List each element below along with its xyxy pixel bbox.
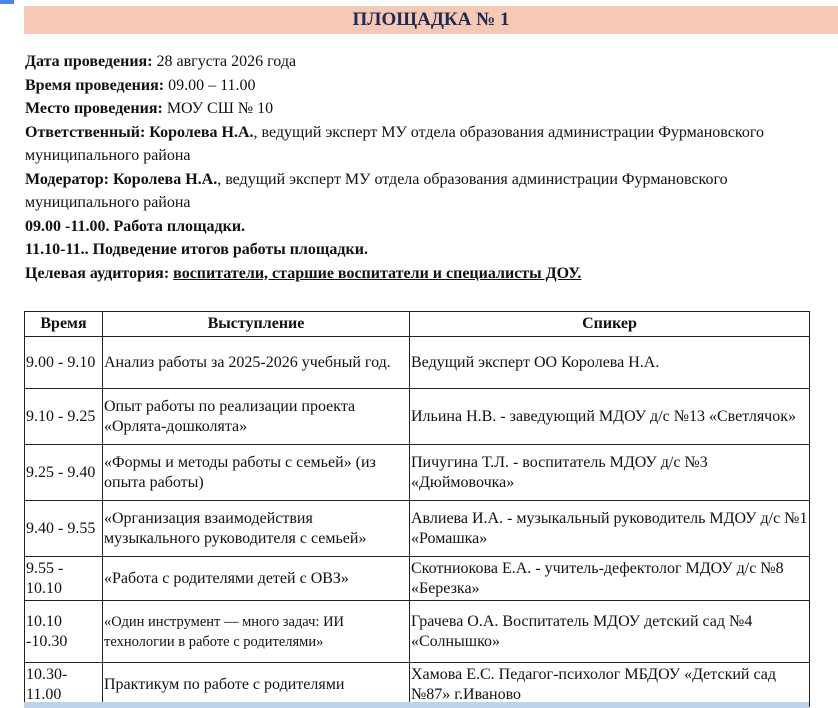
cell-speaker: Скотниокова Е.А. - учитель-дефектолог МДОУ д/с №8 «Березка» (410, 557, 810, 601)
header-speaker: Спикер (410, 312, 810, 337)
table-row (25, 557, 810, 601)
summary-line: 11.10-11.. Подведение итогов работы площадки. (25, 241, 368, 258)
schedule-table (24, 311, 810, 707)
time-label: Время проведения: (25, 76, 165, 94)
table-row (25, 389, 810, 445)
moderator-value: , ведущий эксперт МУ отдела образования администрации Фурмановского муниципального района (25, 170, 728, 211)
date-label: Дата проведения: (25, 53, 153, 70)
date-value: 28 августа 2026 года (152, 53, 297, 70)
next-row-strip (24, 702, 809, 708)
cell-time: 9.10 - 9.25 (25, 389, 103, 445)
cell-talk: «Формы и методы работы с семьей» (из опыта работы) (103, 445, 410, 501)
cell-speaker: Хамова Е.С. Педагог-психолог МБДОУ «Детский сад №87» г.Иваново (410, 663, 810, 707)
cell-time: 9.55 - 10.10 (25, 557, 103, 601)
table-row (25, 501, 810, 557)
cell-speaker: Ильина Н.В. - заведующий МДОУ д/с №13 «Светлячок» (410, 389, 810, 445)
header-time: Время (25, 312, 103, 337)
event-info (25, 50, 825, 285)
audience-line (25, 262, 825, 286)
cell-speaker: Авлиева И.А. - музыкальный руководитель МДОУ д/с №1 «Ромашка» (410, 501, 810, 557)
table-header-row (25, 312, 810, 337)
cell-time: 9.00 - 9.10 (25, 337, 103, 389)
cell-time: 9.40 - 9.55 (25, 501, 103, 557)
cell-time: 9.25 - 9.40 (25, 445, 103, 501)
place-value: МОУ СШ № 10 (162, 100, 274, 117)
responsible-label: Ответственный: Королева Н.А. (25, 123, 254, 141)
moderator-line (25, 168, 825, 215)
cell-talk: Практикум по работе с родителями (103, 663, 410, 707)
cell-talk: «Организация взаимодействия музыкального руководителя с семьей» (103, 501, 410, 557)
page-title: ПЛОЩАДКА № 1 (24, 6, 838, 34)
moderator-label: Модератор: Королева Н.А. (25, 170, 218, 188)
table-row (25, 601, 810, 663)
table-row (25, 337, 810, 389)
time-line (25, 74, 825, 98)
cell-time: 10.10 -10.30 (25, 601, 103, 663)
cell-time: 10.30-11.00 (25, 663, 103, 707)
cell-talk: Опыт работы по реализации проекта «Орлята-дошколята» (103, 389, 410, 445)
time-value: 09.00 – 11.00 (164, 76, 256, 94)
audience-value: воспитатели, старшие воспитатели и специалисты ДОУ. (173, 264, 582, 282)
cell-talk: «Работа с родителями детей с ОВЗ» (103, 557, 410, 601)
responsible-value: , ведущий эксперт МУ отдела образования администрации Фурмановского муниципального района (25, 123, 764, 164)
audience-label: Целевая аудитория: (25, 264, 174, 282)
responsible-line (25, 121, 765, 168)
corner-marker (0, 0, 14, 4)
cell-speaker: Пичугина Т.Л. - воспитатель МДОУ д/с №3 «Дюймовочка» (410, 445, 810, 501)
work-line: 09.00 -11.00. Работа площадки. (25, 217, 246, 235)
cell-talk: «Один инструмент — много задач: ИИ технологии в работе с родителями» (103, 601, 410, 663)
cell-talk: Анализ работы за 2025-2026 учебный год. (103, 337, 410, 389)
date-line (25, 50, 825, 74)
place-label: Место проведения: (25, 100, 163, 117)
table-row (25, 445, 810, 501)
table-row (25, 663, 810, 707)
cell-speaker: Ведущий эксперт ОО Королева Н.А. (410, 337, 810, 389)
cell-speaker: Грачева О.А. Воспитатель МДОУ детский сад №4 «Солнышко» (410, 601, 810, 663)
place-line (25, 97, 825, 121)
header-talk: Выступление (103, 312, 410, 337)
